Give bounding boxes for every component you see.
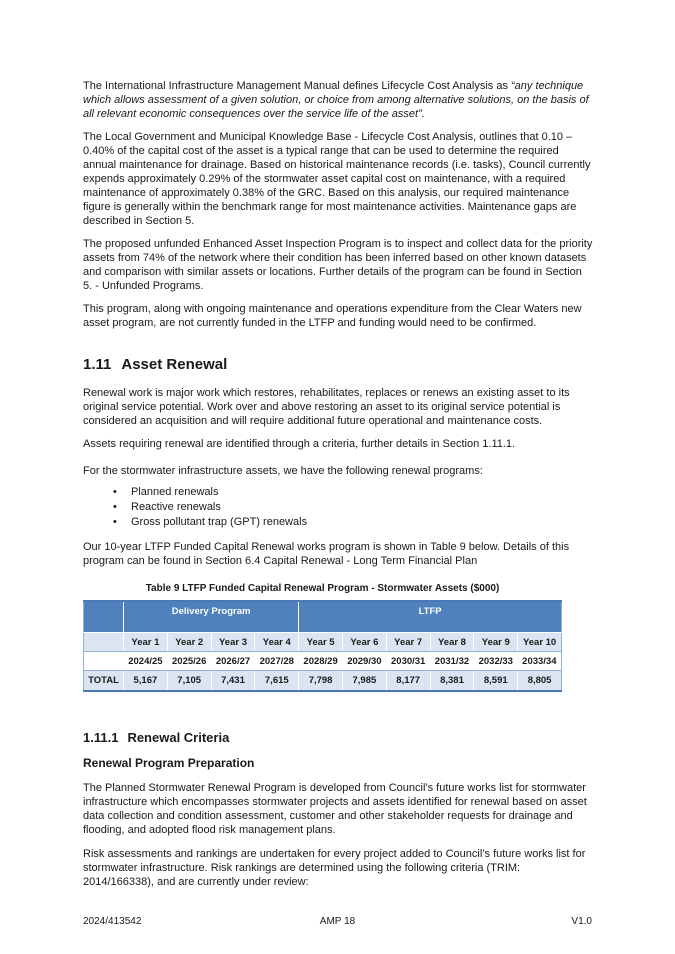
paragraph-lifecycle-definition xyxy=(83,79,593,121)
table-corner-cell xyxy=(84,601,124,633)
table-9-renewal-program xyxy=(83,600,562,692)
fiscal-year: 2031/32 xyxy=(430,652,474,671)
total-value: 8,591 xyxy=(474,671,518,692)
fiscal-year: 2032/33 xyxy=(474,652,518,671)
total-value: 7,615 xyxy=(255,671,299,692)
year-header: Year 10 xyxy=(518,633,562,652)
year-header: Year 4 xyxy=(255,633,299,652)
table-cell xyxy=(84,633,124,652)
paragraph-planned-renewal-program: The Planned Stormwater Renewal Program is developed from Council’s future works list for stormwater infrastructure which encompasses stormwater projects and assets identified for renewal based on asset data collection and condition assessment, customer and other stakeholder requests for drainage and flooding, and adopted flood risk management plans. xyxy=(83,782,587,836)
page-footer xyxy=(83,916,592,928)
heading-renewal-program-preparation: Renewal Program Preparation xyxy=(83,756,255,770)
group-header-delivery-program: Delivery Program xyxy=(124,601,299,633)
footer-page-label: AMP 18 xyxy=(319,916,356,927)
table-row xyxy=(84,633,562,652)
year-header: Year 8 xyxy=(430,633,474,652)
year-header: Year 1 xyxy=(124,633,168,652)
table-9-caption: Table 9 LTFP Funded Capital Renewal Program - Stormwater Assets ($000) xyxy=(145,583,500,594)
fiscal-year: 2030/31 xyxy=(386,652,430,671)
fiscal-year: 2028/29 xyxy=(299,652,343,671)
heading-renewal-criteria-title: Renewal Criteria xyxy=(127,730,230,745)
heading-asset-renewal-number: 1.11 xyxy=(83,356,112,373)
total-value: 7,431 xyxy=(211,671,255,692)
total-value: 7,985 xyxy=(342,671,386,692)
paragraph-lifecycle-definition-normal: The International Infrastructure Management Manual defines Lifecycle Cost Analysis as xyxy=(83,80,512,92)
list-item: • Planned renewals xyxy=(113,485,593,500)
paragraph-maintenance-benchmark: The Local Government and Municipal Knowledge Base - Lifecycle Cost Analysis, outlines that 0.10 – 0.40% of the capital cost of the asset is a typical range that can be used to determine the required annual maintenance for drainage. Based on historical maintenance records (i.e. tasks), Council currently expends approximately 0.29% of the stormwater asset capital cost on maintenance, with a required maintenance of approximately 0.38% of the GRC. Based on this analysis, our required maintenance figure is generally within the benchmark range for most maintenance activities. Maintenance gaps are described in Section 5. xyxy=(83,131,591,227)
total-value: 5,167 xyxy=(124,671,168,692)
fiscal-year: 2027/28 xyxy=(255,652,299,671)
year-header: Year 3 xyxy=(211,633,255,652)
total-value: 8,805 xyxy=(518,671,562,692)
list-item: • Gross pollutant trap (GPT) renewals xyxy=(113,515,593,530)
table-9-section xyxy=(83,582,562,692)
page-content xyxy=(83,79,593,898)
paragraph-lifecycle-definition-quote: “any technique which allows assessment of a given solution, or choice from among alternative solutions, on the basis of all relevant economic consequences over the service life of the asset”. xyxy=(83,80,589,120)
year-header: Year 2 xyxy=(167,633,211,652)
renewal-programs-list xyxy=(83,485,593,530)
list-item: • Reactive renewals xyxy=(113,500,593,515)
footer-document-number: 2024/413542 xyxy=(83,916,142,927)
paragraph-ltfp-program-ref: Our 10-year LTFP Funded Capital Renewal works program is shown in Table 9 below. Details of this program can be found in Section 6.4 Capital Renewal - Long Term Financial Plan xyxy=(83,541,570,567)
paragraph-renewal-work: Renewal work is major work which restores, rehabilitates, replaces or renews an existing asset to its original service potential. Work over and above restoring an asset to its original service potential is considered an acquisition and will require additional future operational and maintenance costs. xyxy=(83,387,570,427)
year-header: Year 9 xyxy=(474,633,518,652)
total-value: 7,105 xyxy=(167,671,211,692)
fiscal-year: 2024/25 xyxy=(124,652,168,671)
year-header: Year 5 xyxy=(299,633,343,652)
total-value: 7,798 xyxy=(299,671,343,692)
paragraph-renewal-criteria-ref: Assets requiring renewal are identified through a criteria, further details in Section 1.11.1. xyxy=(83,438,516,450)
fiscal-year: 2026/27 xyxy=(211,652,255,671)
footer-version: V1.0 xyxy=(571,916,592,927)
table-cell xyxy=(84,652,124,671)
heading-renewal-criteria-number: 1.11.1 xyxy=(83,730,119,745)
total-label: TOTAL xyxy=(84,671,124,692)
fiscal-year: 2025/26 xyxy=(167,652,211,671)
total-value: 8,381 xyxy=(430,671,474,692)
paragraph-renewal-programs-intro: For the stormwater infrastructure assets, we have the following renewal programs: xyxy=(83,465,483,477)
year-header: Year 7 xyxy=(386,633,430,652)
table-row xyxy=(84,652,562,671)
year-header: Year 6 xyxy=(342,633,386,652)
paragraph-funding-note: This program, along with ongoing maintenance and operations expenditure from the Clear Waters new asset program, are not currently funded in the LTFP and funding would need to be confirmed. xyxy=(83,303,582,329)
table-row xyxy=(84,671,562,692)
fiscal-year: 2029/30 xyxy=(342,652,386,671)
group-header-ltfp: LTFP xyxy=(299,601,562,633)
heading-renewal-criteria xyxy=(83,730,593,746)
heading-asset-renewal xyxy=(83,356,593,374)
fiscal-year: 2033/34 xyxy=(518,652,562,671)
paragraph-risk-assessments: Risk assessments and rankings are undertaken for every project added to Council’s future works list for stormwater infrastructure. Risk rankings are determined using the following criteria (TRIM: 2014/166338), and are currently under review: xyxy=(83,848,586,888)
heading-asset-renewal-title: Asset Renewal xyxy=(121,356,228,373)
total-value: 8,177 xyxy=(386,671,430,692)
table-row xyxy=(84,601,562,633)
paragraph-inspection-program: The proposed unfunded Enhanced Asset Inspection Program is to inspect and collect data for the priority assets from 74% of the network where their condition has been inferred based on other known datasets and comparison with similar assets or locations. Further details of the program can be found in Section 5. - Unfunded Programs. xyxy=(83,238,593,292)
